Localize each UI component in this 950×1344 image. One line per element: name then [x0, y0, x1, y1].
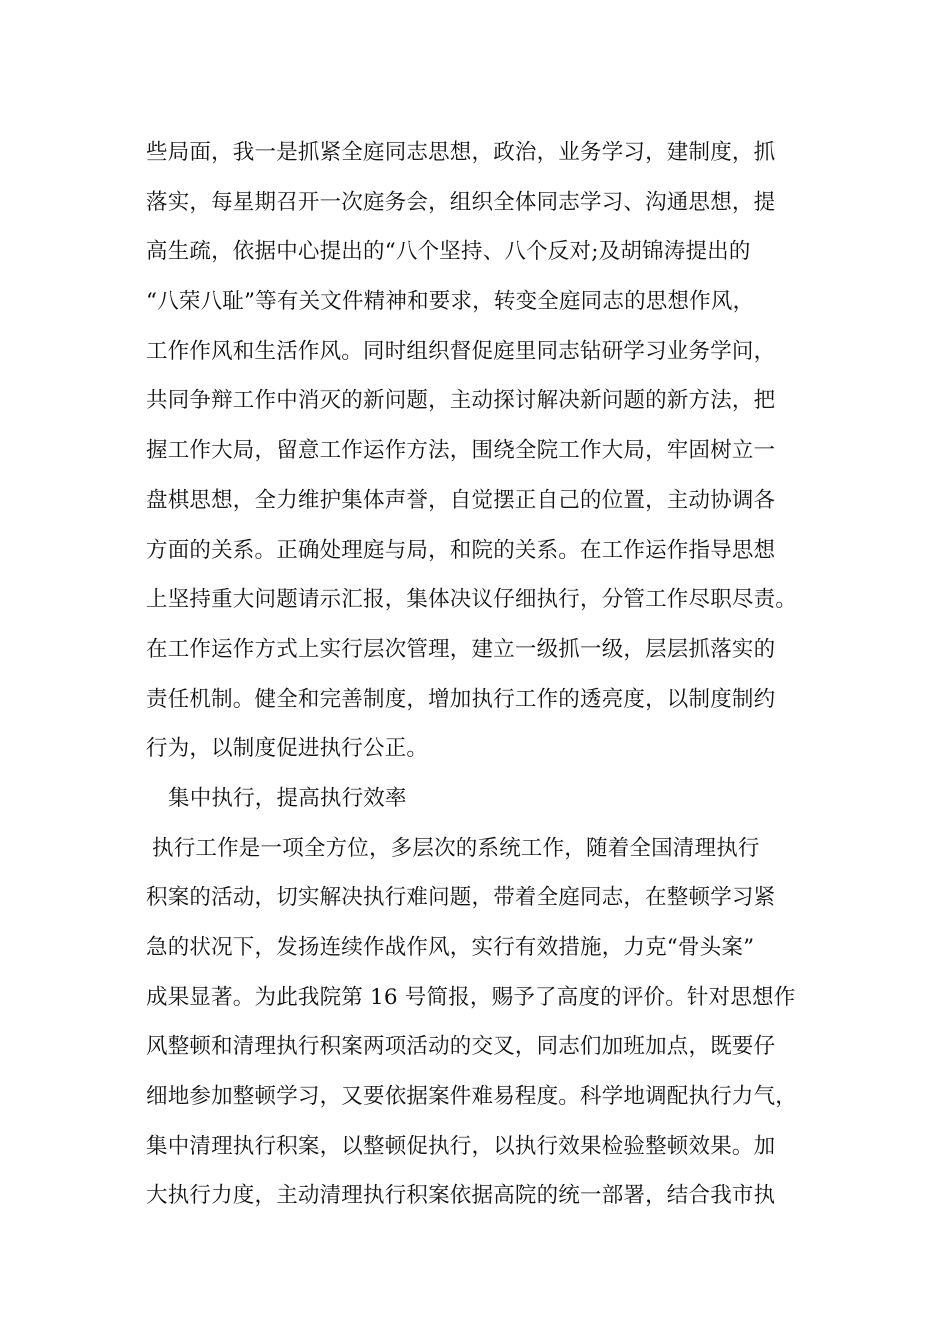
text-line: 高生疏，依据中心提出的“八个坚持、八个反对;及胡锦涛提出的 [146, 239, 751, 265]
text-line: 行为，以制度促进执行公正。 [146, 736, 429, 762]
text-line: 细地参加整顿学习，又要依据案件难易程度。科学地调配执行力气， [146, 1084, 798, 1110]
text-line: 握工作大局，留意工作运作方法，围绕全院工作大局，牢固树立一 [146, 438, 776, 464]
text-line: 上坚持重大问题请示汇报，集体决议仔细执行，分管工作尽职尽责。 [146, 587, 798, 613]
body-text [146, 128, 826, 1221]
text-line: 成果显著。为此我院第 16 号简报，赐予了高度的评价。针对思想作 [146, 984, 796, 1010]
text-line: 些局面，我一是抓紧全庭同志思想，政治，业务学习，建制度，抓 [146, 140, 776, 165]
text-line: “八荣八耻”等有关文件精神和要求，转变全庭同志的思想作风， [146, 289, 755, 315]
text-line: 大执行力度，主动清理执行积案依据高院的统一部署，结合我市执 [146, 1183, 776, 1209]
text-line: 风整顿和清理执行积案两项活动的交叉，同志们加班加点，既要仔 [146, 1034, 776, 1060]
text-line: 落实，每星期召开一次庭务会，组织全体同志学习、沟通思想，提 [146, 189, 776, 215]
text-line: 责任机制。健全和完善制度，增加执行工作的透亮度，以制度制约 [146, 686, 776, 712]
text-line: 积案的活动，切实解决执行难问题，带着全庭同志，在整顿学习紧 [146, 885, 776, 911]
text-line: 在工作运作方式上实行层次管理，建立一级抓一级，层层抓落实的 [146, 636, 776, 662]
text-line: 集中清理执行积案，以整顿促执行，以执行效果检验整顿效果。加 [146, 1133, 776, 1159]
text-line: 方面的关系。正确处理庭与局，和院的关系。在工作运作指导思想 [146, 537, 776, 563]
text-line: 急的状况下，发扬连续作战作风，实行有效措施，力克“骨头案” [146, 935, 755, 960]
text-line: 执行工作是一项全方位，多层次的系统工作，随着全国清理执行 [152, 835, 760, 861]
text-line: 共同争辩工作中消灭的新问题，主动探讨解决新问题的新方法，把 [146, 388, 776, 414]
text-line: 工作作风和生活作风。同时组织督促庭里同志钻研学习业务学问， [146, 338, 776, 364]
text-line: 盘棋思想，全力维护集体声誉，自觉摆正自己的位置，主动协调各 [146, 487, 776, 513]
section-heading: 集中执行，提高执行效率 [168, 785, 407, 811]
